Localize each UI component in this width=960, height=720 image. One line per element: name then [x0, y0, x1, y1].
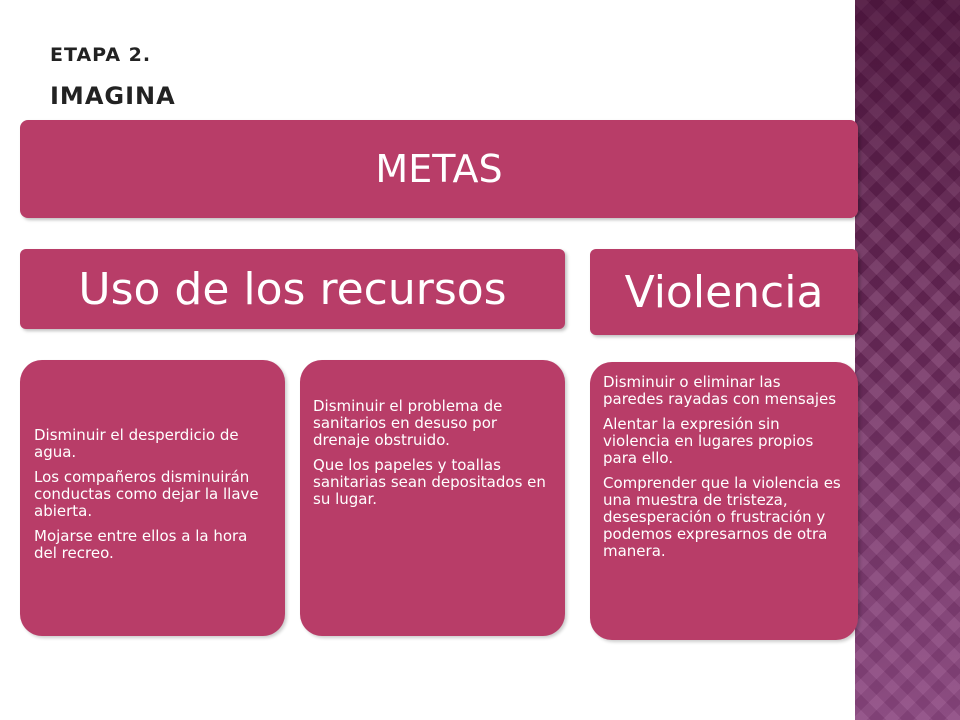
category-box-resources — [20, 249, 565, 329]
decorative-side-panel — [855, 0, 960, 720]
category-box-violence — [590, 249, 858, 335]
category-label-resources: Uso de los recursos — [78, 263, 507, 315]
goal-card-violence — [590, 362, 858, 640]
goal-item: Disminuir el problema de sanitarios en desuso por drenaje obstruido. — [313, 397, 503, 449]
category-label-violence: Violencia — [624, 266, 824, 318]
slide-title-imagine: IMAGINA — [50, 82, 176, 110]
goal-card-sanitation — [300, 360, 565, 636]
slide-title-stage: ETAPA 2. — [50, 44, 152, 66]
goal-card-water — [20, 360, 285, 636]
goal-item: Los compañeros disminuirán conductas como dejar la llave abierta. — [34, 467, 259, 520]
metas-header-box — [20, 120, 858, 218]
metas-header-label: METAS — [375, 147, 503, 191]
goal-item: Alentar la expresión sin violencia en lugares propios para ello. — [603, 415, 814, 467]
goal-item: Disminuir el desperdicio de agua. — [34, 425, 239, 461]
goal-item: Disminuir o eliminar las paredes rayadas con mensajes — [603, 373, 837, 408]
goal-item: Mojarse entre ellos a la hora del recreo. — [34, 526, 248, 562]
goal-item: Comprender que la violencia es una muestra de tristeza, desesperación o frustración y podemos expresarnos de otra manera. — [603, 474, 841, 560]
goal-item: Que los papeles y toallas sanitarias sean depositados en su lugar. — [313, 456, 546, 508]
